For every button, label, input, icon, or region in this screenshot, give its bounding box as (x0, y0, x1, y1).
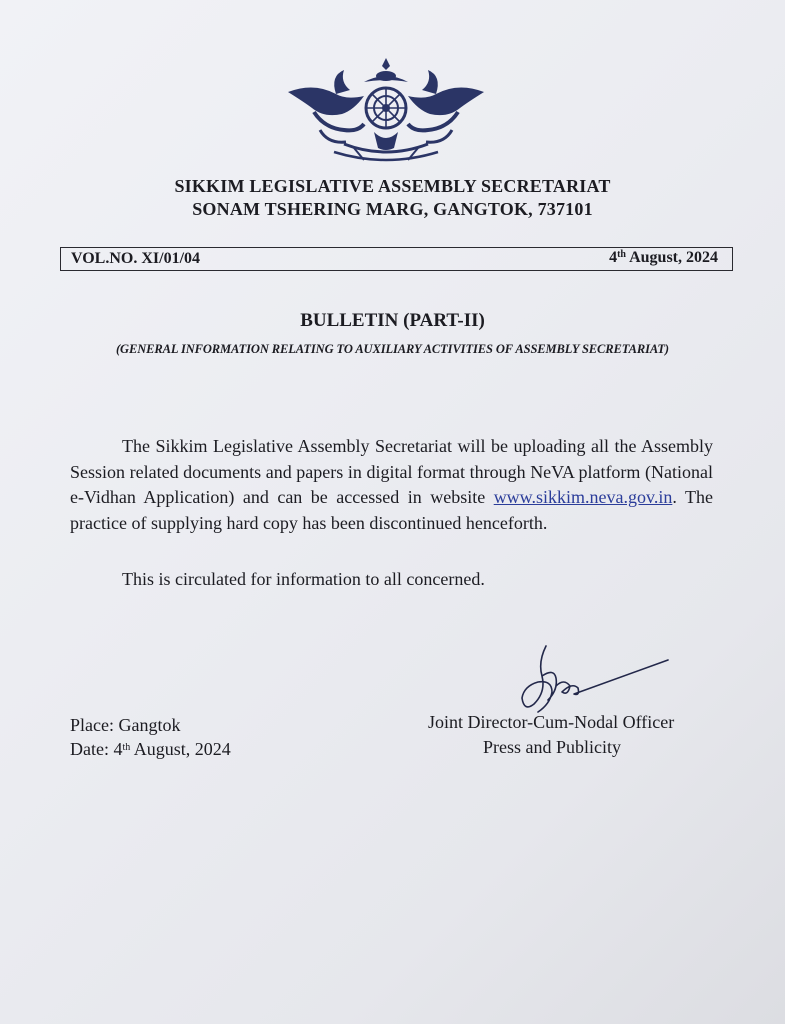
signatory-designation: Joint Director-Cum-Nodal Officer (428, 712, 675, 732)
issue-date-suffix: th (122, 742, 131, 753)
organisation-address: SONAM TSHERING MARG, GANGTOK, 737101 (192, 199, 593, 219)
reference-date-suffix: th (617, 249, 626, 260)
reference-box (60, 247, 733, 271)
reference-date (609, 249, 718, 267)
issue-date-rest: August, 2024 (130, 739, 231, 759)
notice-paragraph (70, 434, 713, 536)
circulation-note: This is circulated for information to all concerned. (122, 569, 485, 589)
issue-date-line (70, 739, 231, 760)
website-link[interactable]: www.sikkim.neva.gov.in (493, 487, 673, 507)
bulletin-subtitle: (GENERAL INFORMATION RELATING TO AUXILIARY ACTIVITIES OF ASSEMBLY SECRETARIAT) (115, 342, 669, 356)
issue-date-label: Date: 4 (70, 739, 123, 759)
reference-date-rest: August, 2024 (625, 249, 718, 266)
paragraph-text-before-link: The Sikkim Legislative Assembly Secretariat will be uploading all the Assembly Session related documents and papers in digital format through NeVA platform (National e-Vidhan Application) and can be accessed in website (70, 436, 713, 507)
organisation-name: SIKKIM LEGISLATIVE ASSEMBLY SECRETARIAT (174, 176, 611, 196)
state-emblem-icon (284, 56, 488, 168)
signature-icon (508, 642, 678, 722)
volume-number: VOL.NO. XI/01/04 (71, 250, 201, 267)
signatory-department: Press and Publicity (483, 737, 621, 757)
paragraph-text-after-link: . The practice of supplying hard copy has been discontinued henceforth. (70, 487, 713, 533)
bulletin-title: BULLETIN (PART-II) (300, 310, 485, 331)
place-line: Place: Gangtok (70, 715, 181, 735)
reference-date-day: 4 (609, 249, 618, 266)
